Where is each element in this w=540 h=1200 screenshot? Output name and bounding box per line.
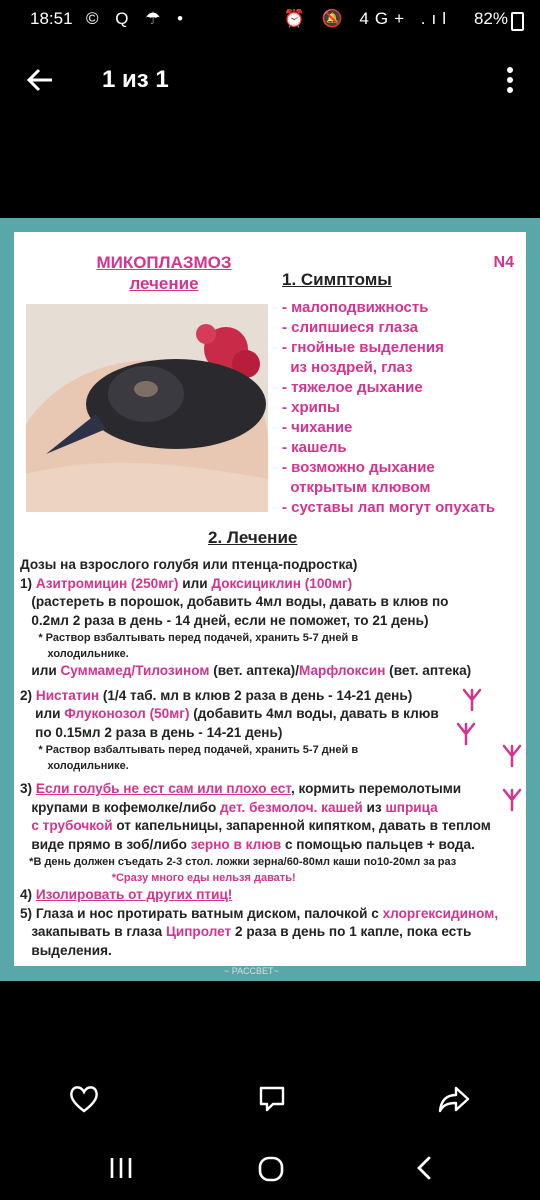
symptom-item: - возможно дыхание: [282, 459, 435, 476]
image-viewer[interactable]: [0, 218, 540, 981]
symptom-item: - слипшиеся глаза: [282, 319, 418, 336]
symptom-item: - суставы лап могут опухать: [282, 499, 496, 516]
treatment-1-note: * Раствор взбалтывать перед подачей, хранить 5-7 дней в холодильнике.: [38, 632, 359, 660]
more-options-icon[interactable]: [502, 64, 518, 96]
back-arrow-icon[interactable]: [22, 62, 58, 98]
treatment-3-warning: *Сразу много еды нельзя давать!: [20, 872, 296, 884]
treatment-2-note: * Раствор взбалтывать перед подачей, хранить 5-7 дней в холодильнике.: [38, 744, 359, 772]
symptom-item: - чихание: [282, 419, 353, 436]
recent-apps-icon[interactable]: [108, 1155, 134, 1186]
comment-icon[interactable]: [257, 1084, 287, 1119]
action-bar: [0, 1070, 540, 1130]
drug-doxycycline: Доксициклин (100мг): [211, 575, 353, 591]
infographic-card: [14, 232, 526, 966]
symptoms-list: [282, 298, 495, 518]
symptom-item: из ноздрей, глаз: [282, 359, 413, 376]
symptom-item: - гнойные выделения: [282, 339, 444, 356]
treatment-3-note: *В день должен съедать 2-3 стол. ложки зерна/60-80мл каши по10-20мл за раз: [20, 856, 457, 868]
home-icon[interactable]: [257, 1155, 285, 1188]
treatment-title: 2. Лечение: [208, 528, 298, 547]
treatment-body: [20, 556, 526, 960]
status-time: 18:51: [30, 9, 73, 28]
symptom-item: открытым клювом: [282, 479, 431, 496]
system-icons: ⏰ 🔕 4G+ .ıl: [283, 9, 452, 28]
treatment-4: 4) Изолировать от других птиц!: [20, 887, 233, 902]
app-bar: [0, 50, 540, 114]
treatment-2: 2) Нистатин (1/4 таб. мл в клюв 2 раза в день - 14-21 день): [20, 687, 413, 703]
system-nav-bar: [0, 1140, 540, 1200]
drug-azithromycin: Азитромицин (250мг): [35, 575, 179, 591]
card-heading: [84, 252, 244, 294]
battery-icon: [511, 12, 524, 31]
share-icon[interactable]: [438, 1084, 470, 1119]
treatment-3: 3) Если голубь не ест сам или плохо ест, кормить перемолотыми крупами в кофемолке/либо дет. безмолоч. кашей из шприца с трубочкой от капельницы, запаренной кипятком, давать в теплом виде прямо в зоб/либо зерно в клюв с помощью пальцев + вода.: [20, 781, 491, 852]
pigeon-photo: [26, 304, 268, 512]
symptom-item: - тяжелое дыхание: [282, 379, 423, 396]
page-title: 1 из 1: [102, 66, 169, 93]
treatment-1-alt: или Суммамед/Тилозином (вет. аптека)/Марфлоксин (вет. аптека): [20, 663, 472, 678]
symptoms-title: 1. Симптомы: [282, 270, 392, 289]
heading-line-1: МИКОПЛАЗМОЗ: [96, 253, 232, 272]
like-heart-icon[interactable]: [68, 1084, 100, 1119]
treatment-2-alt: или Флуконозол (50мг) (добавить 4мл воды, давать в клюв по 0.15мл 2 раза в день - 14-21 день): [20, 706, 439, 740]
watermark: ~ РАССВЕТ~: [224, 966, 279, 976]
back-nav-icon[interactable]: [412, 1155, 436, 1186]
dose-intro: Дозы на взрослого голубя или птенца-подростка): [20, 557, 358, 572]
symptom-item: - хрипы: [282, 399, 340, 416]
status-bar: [0, 0, 540, 40]
treatment-1-text: (растереть в порошок, добавить 4мл воды, давать в клюв по 0.2мл 2 раза в день - 14 дней, если не поможет, то 21 день): [31, 594, 449, 628]
heading-line-2: лечение: [129, 274, 199, 293]
symptom-item: - кашель: [282, 439, 347, 456]
notification-icons: © Q ☂ •: [86, 9, 190, 28]
card-number: N4: [493, 254, 514, 271]
battery-percentage: 82%: [473, 9, 508, 28]
bird-tracks-icon: [454, 682, 524, 822]
symptom-item: - малоподвижность: [282, 299, 429, 316]
treatment-1: 1) Азитромицин (250мг) или Доксициклин (100мг): [20, 575, 353, 591]
treatment-5: 5) Глаза и нос протирать ватным диском, палочкой с хлоргексидином, закапывать в глаза Ципролет 2 раза в день по 1 капле, пока есть выделения.: [20, 905, 499, 958]
